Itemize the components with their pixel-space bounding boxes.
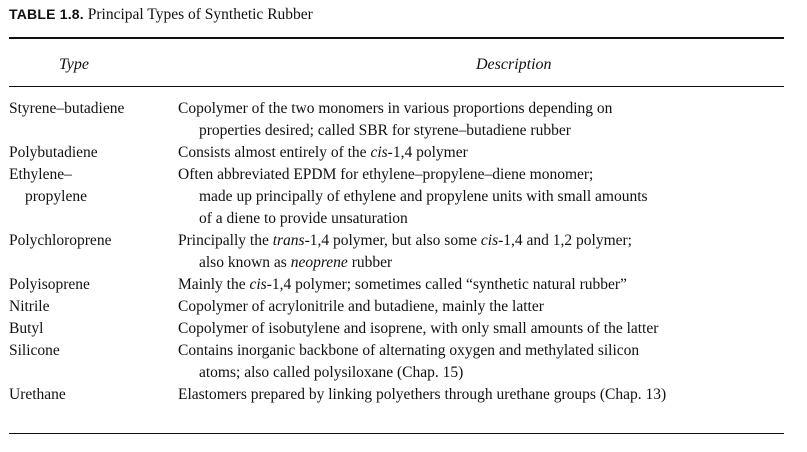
rubber-type-line: propylene [25,188,87,205]
rubber-type-line: Polychloroprene [9,232,112,249]
description-line: Often abbreviated EPDM for ethylene–propylene–diene monomer; [178,166,594,183]
description-line: Copolymer of isobutylene and isoprene, with only small amounts of the latter [178,320,659,337]
description-line: made up principally of ethylene and propylene units with small amounts [199,188,648,205]
rubber-type [9,164,174,208]
rubber-type-line: Ethylene– [9,166,72,183]
table-body [0,98,807,406]
table-row [0,230,807,274]
table-row [0,340,807,384]
rubber-type-line: Urethane [9,386,66,403]
rubber-type [9,296,174,318]
rubber-type-line: Silicone [9,342,60,359]
rubber-description [178,230,798,274]
italic-term: cis [249,276,267,293]
table-row [0,384,807,406]
rubber-type [9,142,174,164]
table-row [0,98,807,142]
table-label: TABLE 1.8. [9,6,84,22]
table-title: Principal Types of Synthetic Rubber [87,6,313,23]
rubber-description [178,98,798,142]
italic-term: trans [272,232,305,249]
table-row [0,296,807,318]
text-segment: -1,4 and 1,2 polymer; [498,232,632,249]
description-line: Copolymer of the two monomers in various proportions depending on [178,100,613,117]
text-segment: -1,4 polymer [387,144,468,161]
rubber-description [178,318,798,340]
rubber-type [9,98,174,120]
description-line [178,274,798,296]
description-line: properties desired; called SBR for styrene–butadiene rubber [199,122,571,139]
text-segment: -1,4 polymer; sometimes called “synthetic natural rubber” [266,276,627,293]
description-line [178,230,798,252]
rubber-description [178,164,798,230]
top-rule [9,37,784,39]
description-line [178,252,798,274]
rubber-type-line: Butyl [9,320,44,337]
text-segment: Mainly the [178,276,250,293]
table-row [0,142,807,164]
description-line [178,142,798,164]
text-segment: also known as [199,254,291,271]
italic-term: cis [480,232,499,249]
table-row [0,274,807,296]
text-segment: Principally the [178,232,273,249]
italic-term: neoprene [290,254,348,271]
text-segment: -1,4 polymer, but also some [304,232,481,249]
column-header-description: Description [476,56,552,73]
rubber-type [9,318,174,340]
rubber-description [178,296,798,318]
description-line: atoms; also called polysiloxane (Chap. 15) [199,364,464,381]
rubber-description [178,384,798,406]
rubber-type [9,230,174,252]
rubber-type-line: Polybutadiene [9,144,98,161]
rubber-description [178,142,798,164]
rubber-description [178,274,798,296]
header-rule [9,86,784,87]
description-line: Copolymer of acrylonitrile and butadiene, mainly the latter [178,298,544,315]
rubber-description [178,340,798,384]
table-row [0,318,807,340]
table-row [0,164,807,230]
rubber-type-line: Nitrile [9,298,50,315]
description-line: Elastomers prepared by linking polyethers through urethane groups (Chap. 13) [178,386,667,403]
text-segment: Consists almost entirely of the [178,144,371,161]
rubber-type-line: Polyisoprene [9,276,90,293]
rubber-type [9,274,174,296]
rubber-type [9,384,174,406]
column-header-type: Type [59,56,89,73]
bottom-rule [9,433,784,434]
description-line: Contains inorganic backbone of alternating oxygen and methylated silicon [178,342,640,359]
description-line: of a diene to provide unsaturation [199,210,408,227]
rubber-type [9,340,174,362]
text-segment: rubber [347,254,393,271]
rubber-type-line: Styrene–butadiene [9,100,125,117]
table-caption [9,6,313,24]
italic-term: cis [370,144,388,161]
